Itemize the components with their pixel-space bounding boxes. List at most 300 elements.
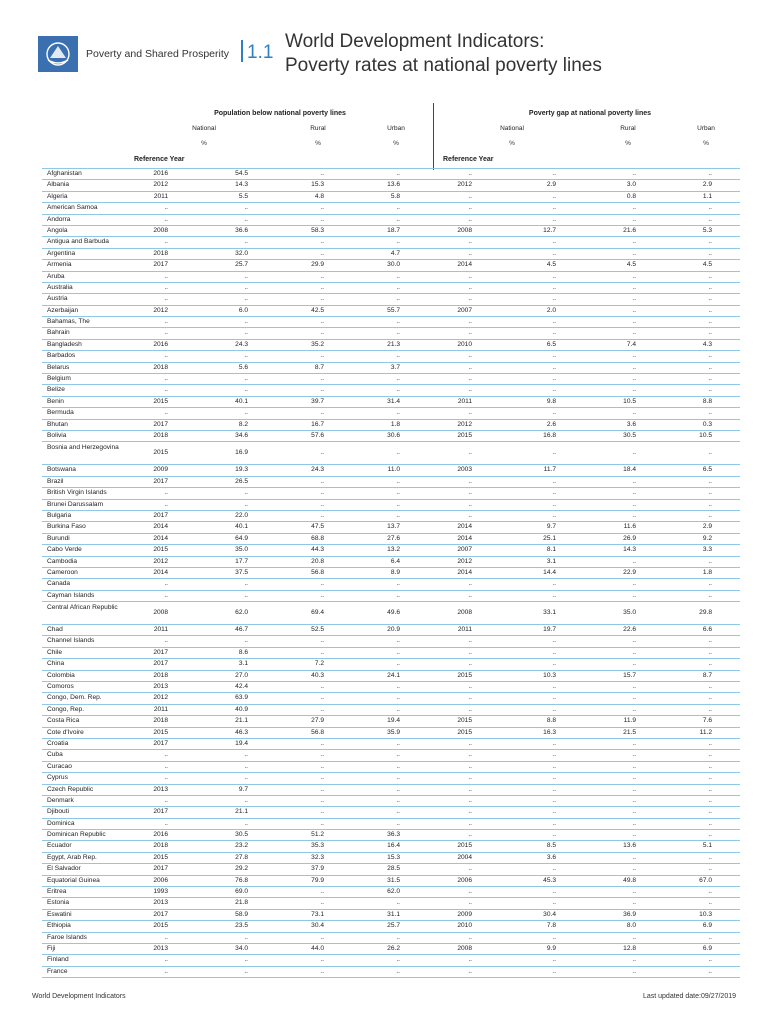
table-cell: 2010 <box>457 340 472 348</box>
table-cell: 19.4 <box>387 717 400 725</box>
table-cell: .. <box>164 500 168 508</box>
table-cell: .. <box>396 967 400 975</box>
table-cell: .. <box>708 660 712 668</box>
country-name: Cuba <box>47 751 63 759</box>
table-cell: 2015 <box>153 397 168 405</box>
table-cell: .. <box>396 352 400 360</box>
table-cell: .. <box>468 739 472 747</box>
table-cell: 13.6 <box>623 842 636 850</box>
table-cell: .. <box>632 477 636 485</box>
table-row <box>42 465 740 476</box>
table-cell: 2018 <box>153 842 168 850</box>
table-cell: 6.5 <box>702 466 712 474</box>
table-cell: 2007 <box>457 306 472 314</box>
table-cell: .. <box>244 329 248 337</box>
country-name: Belize <box>47 386 65 394</box>
country-name: Angola <box>47 226 68 234</box>
group-heading-population: Population below national poverty lines <box>214 110 346 117</box>
table-cell: 29.9 <box>311 261 324 269</box>
table-row <box>42 933 740 944</box>
table-cell: 21.8 <box>235 899 248 907</box>
table-cell: .. <box>632 375 636 383</box>
table-cell: 9.7 <box>546 523 556 531</box>
country-name: Andorra <box>47 215 71 223</box>
table-cell: .. <box>708 318 712 326</box>
table-cell: .. <box>468 329 472 337</box>
table-cell: .. <box>552 899 556 907</box>
table-cell: .. <box>708 785 712 793</box>
section-divider <box>241 40 243 62</box>
table-row <box>42 876 740 887</box>
country-name: Cayman Islands <box>47 591 95 599</box>
table-cell: 56.8 <box>311 568 324 576</box>
country-name: Dominican Republic <box>47 831 106 839</box>
table-cell: 21.3 <box>387 340 400 348</box>
table-cell: 21.1 <box>235 717 248 725</box>
table-row <box>42 306 740 317</box>
table-cell: 25.7 <box>387 922 400 930</box>
table-cell: .. <box>320 694 324 702</box>
table-cell: .. <box>320 888 324 896</box>
table-cell: 30.0 <box>387 261 400 269</box>
table-cell: 2017 <box>153 660 168 668</box>
table-cell: 2018 <box>153 431 168 439</box>
table-row <box>42 682 740 693</box>
table-cell: 19.3 <box>235 466 248 474</box>
country-name: Cabo Verde <box>47 546 82 554</box>
table-cell: .. <box>552 774 556 782</box>
table-cell: .. <box>396 694 400 702</box>
table-cell: 27.9 <box>311 717 324 725</box>
table-cell: .. <box>552 637 556 645</box>
table-cell: .. <box>468 386 472 394</box>
table-cell: .. <box>244 375 248 383</box>
page-title-line2: Poverty rates at national poverty lines <box>285 55 602 76</box>
table-cell: .. <box>396 511 400 519</box>
country-name: Croatia <box>47 739 69 747</box>
table-row <box>42 648 740 659</box>
table-cell: .. <box>468 295 472 303</box>
table-cell: .. <box>164 956 168 964</box>
table-cell: 27.8 <box>235 853 248 861</box>
table-cell: .. <box>552 660 556 668</box>
table-cell: .. <box>552 865 556 873</box>
table-cell: .. <box>552 283 556 291</box>
table-cell: .. <box>708 329 712 337</box>
table-row <box>42 180 740 191</box>
country-name: Canada <box>47 580 71 588</box>
country-name: Faroe Islands <box>47 933 87 941</box>
table-cell: 27.0 <box>235 671 248 679</box>
table-cell: 42.4 <box>235 683 248 691</box>
table-cell: 9.7 <box>238 785 248 793</box>
table-row <box>42 625 740 636</box>
table-cell: .. <box>708 449 712 457</box>
table-cell: 3.6 <box>546 853 556 861</box>
table-cell: 22.0 <box>235 511 248 519</box>
table-cell: 16.4 <box>387 842 400 850</box>
table-cell: 26.9 <box>623 534 636 542</box>
table-cell: .. <box>552 170 556 177</box>
table-cell: .. <box>244 295 248 303</box>
country-name: Algeria <box>47 192 68 200</box>
poverty-table <box>42 168 740 978</box>
table-cell: 10.5 <box>699 431 712 439</box>
table-row <box>42 169 740 180</box>
table-cell: 20.8 <box>311 557 324 565</box>
table-cell: .. <box>632 295 636 303</box>
country-name: Eritrea <box>47 888 67 896</box>
table-row <box>42 272 740 283</box>
table-cell: .. <box>632 272 636 280</box>
table-cell: .. <box>396 933 400 941</box>
table-cell: .. <box>396 375 400 383</box>
table-cell: .. <box>708 648 712 656</box>
table-cell: 5.3 <box>702 226 712 234</box>
country-name: Comoros <box>47 683 74 691</box>
table-cell: 2011 <box>457 397 472 405</box>
table-cell: 30.5 <box>235 831 248 839</box>
table-cell: 2004 <box>457 853 472 861</box>
table-cell: .. <box>468 363 472 371</box>
table-cell: .. <box>552 489 556 497</box>
country-name: Albania <box>47 181 69 189</box>
col-national: National <box>192 125 216 132</box>
table-cell: 4.8 <box>314 192 324 200</box>
table-cell: 16.7 <box>311 420 324 428</box>
table-cell: 2017 <box>153 739 168 747</box>
table-cell: 2014 <box>153 523 168 531</box>
table-cell: 2014 <box>457 568 472 576</box>
table-cell: .. <box>396 751 400 759</box>
country-name: Aruba <box>47 272 65 280</box>
table-cell: .. <box>244 762 248 770</box>
table-cell: 30.4 <box>311 922 324 930</box>
table-cell: .. <box>396 637 400 645</box>
table-cell: .. <box>244 238 248 246</box>
table-cell: .. <box>708 375 712 383</box>
country-name: American Samoa <box>47 204 98 212</box>
table-cell: 17.7 <box>235 557 248 565</box>
table-cell: 52.5 <box>311 626 324 634</box>
table-cell: .. <box>552 580 556 588</box>
table-cell: .. <box>552 511 556 519</box>
table-cell: .. <box>552 363 556 371</box>
table-cell: .. <box>396 591 400 599</box>
unit-rural: % <box>315 140 321 147</box>
country-name: Bulgaria <box>47 511 72 519</box>
table-cell: .. <box>320 386 324 394</box>
country-name: Estonia <box>47 899 69 907</box>
table-cell: .. <box>552 831 556 839</box>
country-name: Fiji <box>47 945 56 952</box>
footer-source: World Development Indicators <box>32 993 126 1000</box>
table-cell: 2011 <box>457 626 472 634</box>
table-cell: 2017 <box>153 511 168 519</box>
table-cell: .. <box>552 762 556 770</box>
table-cell: .. <box>632 329 636 337</box>
table-row <box>42 864 740 875</box>
table-cell: 2015 <box>153 853 168 861</box>
table-cell: .. <box>396 660 400 668</box>
section-name: Poverty and Shared Prosperity <box>86 48 229 60</box>
country-name: Azerbaijan <box>47 306 79 314</box>
table-cell: 18.4 <box>623 466 636 474</box>
table-cell: .. <box>396 705 400 713</box>
table-cell: 2.0 <box>546 306 556 314</box>
table-cell: .. <box>632 899 636 907</box>
table-cell: .. <box>708 238 712 246</box>
country-name: Bahrain <box>47 329 70 337</box>
table-cell: 2008 <box>457 226 472 234</box>
country-name: Denmark <box>47 796 74 804</box>
country-name: Burkina Faso <box>47 523 86 531</box>
table-cell: .. <box>708 215 712 223</box>
table-cell: .. <box>708 819 712 827</box>
table-row <box>42 226 740 237</box>
table-cell: 35.2 <box>311 340 324 348</box>
table-cell: .. <box>320 683 324 691</box>
table-cell: 69.0 <box>235 888 248 896</box>
table-cell: .. <box>552 295 556 303</box>
table-cell: 33.1 <box>543 609 556 617</box>
table-cell: .. <box>708 796 712 804</box>
table-cell: .. <box>468 956 472 964</box>
table-cell: 42.5 <box>311 306 324 314</box>
table-cell: .. <box>320 819 324 827</box>
table-cell: .. <box>632 363 636 371</box>
table-cell: .. <box>468 580 472 588</box>
table-row <box>42 773 740 784</box>
table-cell: 2016 <box>153 340 168 348</box>
table-cell: .. <box>468 705 472 713</box>
table-cell: .. <box>164 591 168 599</box>
table-cell: .. <box>396 449 400 457</box>
table-cell: .. <box>396 409 400 417</box>
table-cell: .. <box>244 956 248 964</box>
table-cell: .. <box>164 283 168 291</box>
table-cell: .. <box>552 705 556 713</box>
country-name: Australia <box>47 283 73 291</box>
country-name: Belarus <box>47 363 70 371</box>
table-cell: .. <box>396 238 400 246</box>
country-name: El Salvador <box>47 865 81 873</box>
table-cell: 6.6 <box>702 626 712 634</box>
table-cell: .. <box>552 352 556 360</box>
table-cell: 2017 <box>153 477 168 485</box>
table-cell: .. <box>396 899 400 907</box>
table-cell: 3.6 <box>626 420 636 428</box>
country-name: Afghanistan <box>47 170 82 177</box>
table-cell: 40.1 <box>235 397 248 405</box>
table-cell: 22.9 <box>623 568 636 576</box>
table-cell: .. <box>468 648 472 656</box>
table-cell: .. <box>320 967 324 975</box>
table-cell: 31.5 <box>387 876 400 884</box>
table-cell: 2006 <box>153 876 168 884</box>
table-cell: .. <box>468 352 472 360</box>
table-cell: .. <box>320 580 324 588</box>
table-cell: .. <box>164 967 168 975</box>
unit-national-gap: % <box>509 140 515 147</box>
table-cell: .. <box>632 352 636 360</box>
table-cell: .. <box>468 819 472 827</box>
table-cell: .. <box>468 888 472 896</box>
table-cell: .. <box>632 933 636 941</box>
table-cell: 32.3 <box>311 853 324 861</box>
table-cell: .. <box>164 762 168 770</box>
table-cell: 4.3 <box>702 340 712 348</box>
table-cell: .. <box>164 580 168 588</box>
table-cell: 21.6 <box>623 226 636 234</box>
table-cell: 15.3 <box>387 853 400 861</box>
table-cell: .. <box>552 796 556 804</box>
table-row <box>42 887 740 898</box>
country-name: Curacao <box>47 762 72 770</box>
table-cell: .. <box>468 249 472 257</box>
table-cell: .. <box>164 295 168 303</box>
table-cell: 2008 <box>457 945 472 952</box>
table-row <box>42 203 740 214</box>
table-cell: 16.9 <box>235 449 248 457</box>
table-cell: .. <box>164 329 168 337</box>
table-row <box>42 898 740 909</box>
table-cell: .. <box>244 637 248 645</box>
table-cell: 30.6 <box>387 431 400 439</box>
table-row <box>42 591 740 602</box>
table-row <box>42 830 740 841</box>
table-cell: .. <box>244 272 248 280</box>
table-cell: .. <box>396 762 400 770</box>
table-cell: .. <box>468 449 472 457</box>
table-cell: .. <box>632 557 636 565</box>
table-cell: .. <box>708 933 712 941</box>
table-cell: 14.4 <box>543 568 556 576</box>
col-rural-gap: Rural <box>620 125 636 132</box>
table-cell: 8.0 <box>626 922 636 930</box>
table-cell: 2012 <box>457 557 472 565</box>
table-cell: .. <box>396 318 400 326</box>
table-cell: .. <box>468 774 472 782</box>
table-cell: 2.9 <box>702 523 712 531</box>
table-row <box>42 237 740 248</box>
table-cell: .. <box>164 238 168 246</box>
table-cell: 11.2 <box>699 728 712 736</box>
table-cell: .. <box>552 449 556 457</box>
table-cell: .. <box>632 683 636 691</box>
country-name: Czech Republic <box>47 785 94 793</box>
table-cell: 2017 <box>153 261 168 269</box>
table-cell: .. <box>244 386 248 394</box>
table-cell: 30.4 <box>543 910 556 918</box>
country-name: Costa Rica <box>47 717 80 725</box>
table-cell: 11.6 <box>623 523 636 531</box>
table-cell: 2012 <box>153 557 168 565</box>
table-cell: .. <box>164 272 168 280</box>
table-cell: .. <box>708 808 712 816</box>
table-row <box>42 579 740 590</box>
table-cell: 5.8 <box>390 192 400 200</box>
table-row <box>42 728 740 739</box>
table-cell: .. <box>468 215 472 223</box>
table-cell: .. <box>320 477 324 485</box>
country-name: Congo, Rep. <box>47 705 85 713</box>
table-cell: .. <box>552 249 556 257</box>
table-cell: .. <box>708 352 712 360</box>
country-name: Chad <box>47 626 63 634</box>
country-name: Channel Islands <box>47 637 95 645</box>
table-row <box>42 294 740 305</box>
table-cell: 2012 <box>153 694 168 702</box>
table-cell: 39.7 <box>311 397 324 405</box>
table-cell: 2015 <box>457 728 472 736</box>
table-cell: .. <box>244 751 248 759</box>
table-cell: .. <box>244 352 248 360</box>
table-cell: 23.2 <box>235 842 248 850</box>
table-cell: .. <box>396 683 400 691</box>
table-cell: 25.1 <box>543 534 556 542</box>
table-cell: .. <box>632 489 636 497</box>
table-cell: .. <box>468 785 472 793</box>
table-cell: 36.3 <box>387 831 400 839</box>
table-cell: 11.0 <box>387 466 400 474</box>
country-name: Ecuador <box>47 842 72 850</box>
table-cell: .. <box>708 888 712 896</box>
table-cell: .. <box>320 170 324 177</box>
table-cell: .. <box>320 739 324 747</box>
table-cell: 2016 <box>153 170 168 177</box>
col-national-gap: National <box>500 125 524 132</box>
table-cell: 12.7 <box>543 226 556 234</box>
table-cell: 37.9 <box>311 865 324 873</box>
table-row <box>42 340 740 351</box>
table-cell: 34.0 <box>235 945 248 952</box>
table-cell: .. <box>468 796 472 804</box>
table-cell: 2.6 <box>546 420 556 428</box>
table-cell: .. <box>244 774 248 782</box>
table-cell: 57.6 <box>311 431 324 439</box>
table-cell: .. <box>468 751 472 759</box>
table-cell: 9.2 <box>702 534 712 542</box>
table-cell: .. <box>552 956 556 964</box>
table-cell: 2015 <box>457 842 472 850</box>
country-name: Barbados <box>47 352 76 360</box>
table-cell: .. <box>708 751 712 759</box>
table-cell: 44.0 <box>311 945 324 952</box>
table-cell: 2018 <box>153 671 168 679</box>
table-cell: .. <box>552 591 556 599</box>
table-cell: .. <box>552 386 556 394</box>
table-row <box>42 511 740 522</box>
table-cell: 11.7 <box>543 466 556 474</box>
table-cell: .. <box>632 956 636 964</box>
table-cell: 2016 <box>153 831 168 839</box>
table-cell: .. <box>632 306 636 314</box>
table-cell: 76.8 <box>235 876 248 884</box>
table-cell: 2014 <box>153 534 168 542</box>
table-cell: 6.5 <box>546 340 556 348</box>
table-cell: .. <box>708 249 712 257</box>
table-cell: .. <box>708 283 712 291</box>
table-row <box>42 841 740 852</box>
table-cell: 1.1 <box>702 192 712 200</box>
table-row <box>42 944 740 955</box>
table-row <box>42 750 740 761</box>
table-row <box>42 534 740 545</box>
table-cell: .. <box>320 796 324 804</box>
table-cell: .. <box>468 683 472 691</box>
table-cell: 2011 <box>153 626 168 634</box>
